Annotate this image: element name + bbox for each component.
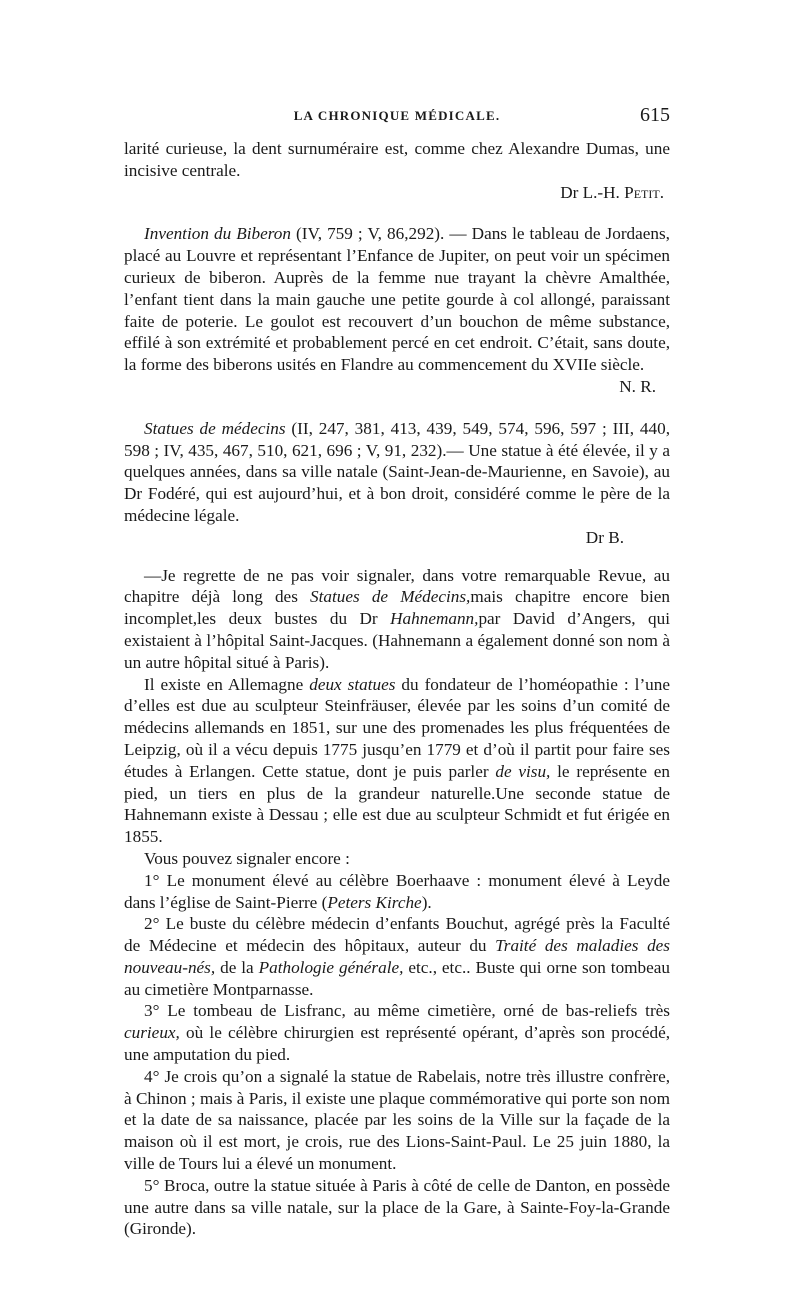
signature-nr: N. R. <box>619 376 656 396</box>
list-item-4: 4° Je crois qu’on a signalé la statue de Rabelais, notre très illustre confrère, à Chinon ; mais à Paris, il existe une plaque commémorative qui porte son nom et la date de sa naissance, placée par les soins de la Ville sur la façade de la maison où il est mort, je crois, rue des Lions-Saint-Paul. Le 25 juin 1880, la ville de Tours lui a élevé un monument. <box>124 1066 670 1174</box>
list-item-5: 5° Broca, outre la statue située à Paris à côté de celle de Danton, en possède une autre dans sa ville natale, sur la place de la Gare, à Sainte-Foy-la-Grande (Gironde). <box>124 1175 670 1239</box>
list-item-1: 1° Le monument élevé au célèbre Boerhaave : monument élevé à Leyde dans l’église de Saint-Pierre (Peters Kirche). <box>124 870 670 912</box>
paragraph-continuation: larité curieuse, la dent surnuméraire est, comme chez Alexandre Dumas, une incisive centrale. <box>124 139 670 180</box>
page-body <box>124 138 670 1240</box>
list-item-3: 3° Le tombeau de Lisfranc, au même cimetière, orné de bas-reliefs très curieux, où le célèbre chirurgien est représenté opérant, d’après son procédé, une amputation du pied. <box>124 1001 670 1065</box>
page-number: 615 <box>640 104 670 126</box>
paragraph-biberon: Invention du Biberon (IV, 759 ; V, 86,292). — Dans le tableau de Jordaens, placé au Louvre et représentant l’Enfance de Jupiter, on peut voir un spécimen curieux de biberon. Auprès de la femme nue trayant la chèvre Amalthée, l’enfant tient dans la main gauche une petite gourde à col allongé, paraissant faite de poterie. Le goulot est recouvert d’un bouchon de même substance, effilé à son extrémité et probablement percé en cet endroit. C’était, sans doute, la forme des biberons usités en Flandre au commencement du XVIIe siècle. <box>124 224 670 375</box>
paragraph-signaler: Vous pouvez signaler encore : <box>144 848 350 868</box>
paragraph-allemagne: Il existe en Allemagne deux statues du fondateur de l’homéopathie : l’une d’elles est due au sculpteur Steinfräuser, élevée par les soins d’un comité de médecins allemands en 1851, sur une des promenades les plus fréquentées de Leipzig, où il a vécu depuis 1775 jusqu’en 1779 et d’où il partit pour faire ses études à Erlangen. Cette statue, dont je puis parler de visu, le représente en pied, un tiers en plus de la grandeur naturelle.Une seconde statue de Hahnemann existe à Dessau ; elle est due au sculpteur Schmidt et fut érigée en 1855. <box>124 674 670 847</box>
signature-petit: Dr L.-H. Petit. <box>560 182 664 202</box>
page-header <box>124 104 670 130</box>
list-item-2: 2° Le buste du célèbre médecin d’enfants Bouchut, agrégé près la Faculté de Médecine et médecin des hôpitaux, auteur du Traité des maladies des nouveau-nés, de la Pathologie générale, etc., etc.. Buste qui orne son tombeau au cimetière Montparnasse. <box>124 914 670 999</box>
paragraph-hahnemann-bustes: —Je regrette de ne pas voir signaler, dans votre remarquable Revue, au chapitre déjà long des Statues de Médecins,mais chapitre encore bien incomplet,les deux bustes du Dr Hahnemann,par David d’Angers, qui existaient à l’hôpital Saint-Jacques. (Hahnemann a également donné son nom à un autre hôpital situé à Paris). <box>124 565 670 672</box>
running-title: LA CHRONIQUE MÉDICALE. <box>293 108 501 123</box>
paragraph-statues: Statues de médecins (II, 247, 381, 413, 439, 549, 574, 596, 597 ; III, 440, 598 ; IV, 435, 467, 510, 621, 696 ; V, 91, 232).— Une statue à été élevée, il y a quelques années, dans sa ville natale (Saint-Jean-de-Maurienne, en Savoie), au Dr Fodéré, qui est aujourd’hui, et à bon droit, considéré comme le père de la médecine légale. <box>124 418 670 525</box>
signature-b: Dr B. <box>585 527 624 547</box>
